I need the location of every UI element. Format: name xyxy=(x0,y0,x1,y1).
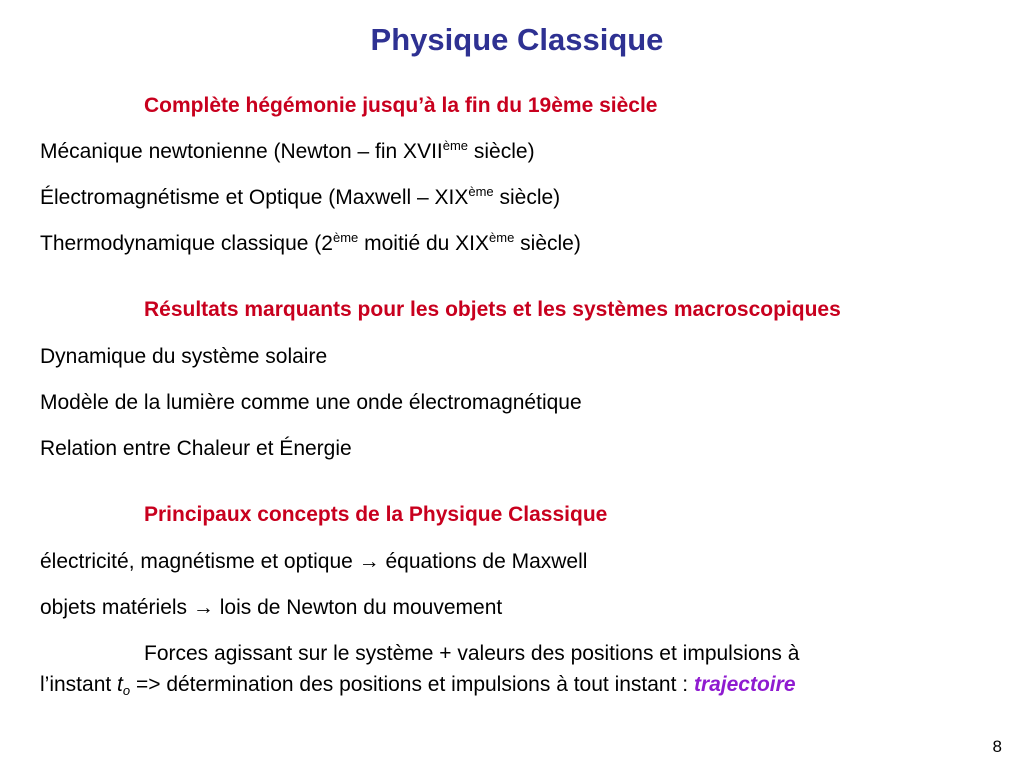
list-item-text: Thermodynamique classique (2 xyxy=(40,232,333,255)
list-item-electromagnetisme xyxy=(40,186,560,210)
list-item-electricite: électricité, magnétisme et optique → équations de Maxwell xyxy=(40,550,588,573)
section-heading-resultats: Résultats marquants pour les objets et les systèmes macroscopiques xyxy=(144,298,841,321)
list-item-mecanique xyxy=(40,140,535,164)
forces-text: => détermination des positions et impulsions à tout instant : xyxy=(130,673,694,696)
list-item-text: Mécanique newtonienne (Newton – fin XVII xyxy=(40,140,443,163)
emphasis-trajectoire: trajectoire xyxy=(693,673,796,696)
superscript: ème xyxy=(468,184,494,199)
list-item-text: Électromagnétisme et Optique (Maxwell – XIX xyxy=(40,186,469,209)
list-item-text: siècle) xyxy=(493,186,561,209)
section-heading-hegemonie: Complète hégémonie jusqu’à la fin du 19ème siècle xyxy=(144,94,658,117)
forces-line-1: Forces agissant sur le système + valeurs des positions et impulsions à xyxy=(144,642,800,665)
list-item-thermodynamique xyxy=(40,232,581,256)
list-item-text: siècle) xyxy=(468,140,535,163)
list-item-text: siècle) xyxy=(514,232,581,255)
list-item-relation: Relation entre Chaleur et Énergie xyxy=(40,437,352,460)
page-number: 8 xyxy=(992,737,1002,756)
time-variable: t xyxy=(117,673,123,696)
list-item-objets: objets matériels → lois de Newton du mouvement xyxy=(40,596,503,619)
superscript: ème xyxy=(489,230,515,245)
slide-title: Physique Classique xyxy=(370,22,664,57)
section-heading-concepts: Principaux concepts de la Physique Classique xyxy=(144,503,608,526)
forces-line-2 xyxy=(40,673,796,697)
list-item-modele: Modèle de la lumière comme une onde électromagnétique xyxy=(40,391,582,414)
superscript: ème xyxy=(442,138,469,153)
list-item-dynamique: Dynamique du système solaire xyxy=(40,345,328,368)
superscript: ème xyxy=(332,230,359,245)
subscript: o xyxy=(122,683,131,698)
forces-text: l’instant xyxy=(40,673,118,696)
list-item-text: moitié du XIX xyxy=(358,232,490,255)
